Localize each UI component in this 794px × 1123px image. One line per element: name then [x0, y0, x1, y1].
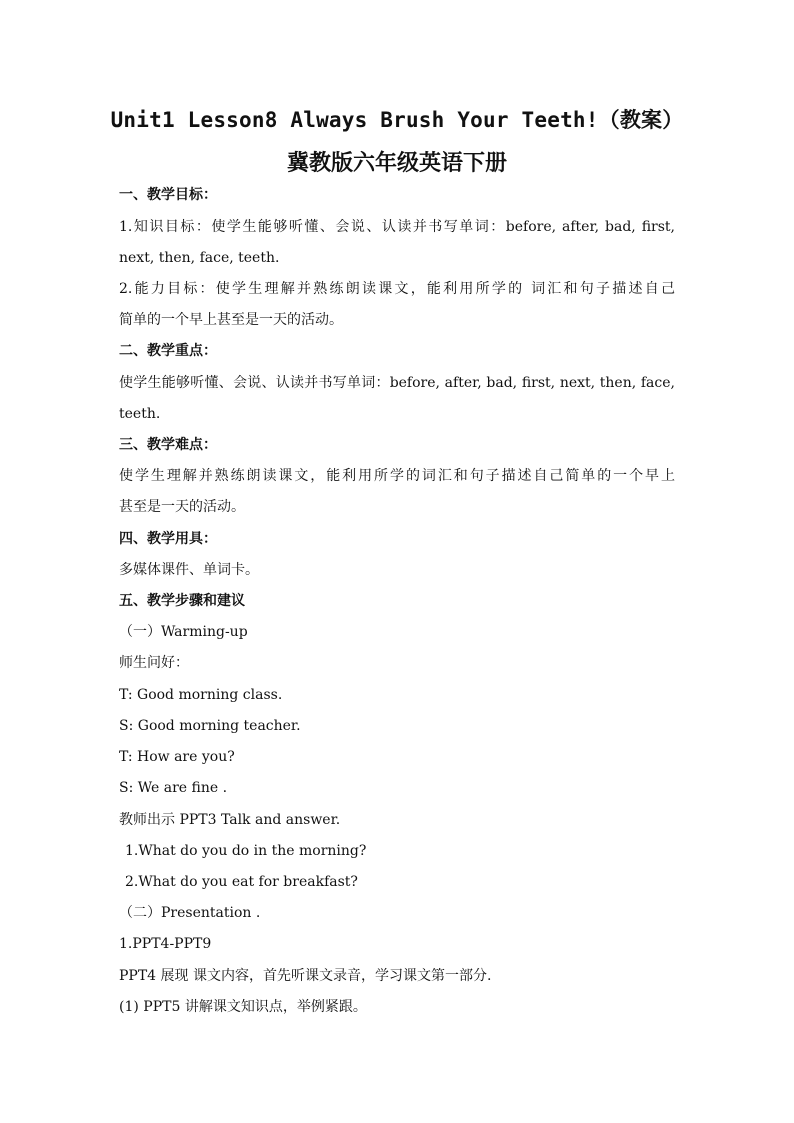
paragraph-line: 师生问好： [119, 655, 189, 671]
section-heading-tools: 四、教学用具： [119, 531, 217, 547]
document-subtitle: 冀教版六年级英语下册 [286, 150, 507, 176]
section-heading-key-points: 二、教学重点： [119, 343, 217, 359]
document-title: Unit1 Lesson8 Always Brush Your Teeth!（教案） [110, 108, 684, 132]
section-heading-steps: 五、教学步骤和建议 [119, 593, 245, 609]
section-heading-difficulties: 三、教学难点： [119, 437, 217, 453]
paragraph-line: 2.能力目标：使学生理解并熟练朗读课文，能利用所学的 词汇和句子描述自己 [119, 281, 675, 297]
paragraph-line: 使学生理解并熟练朗读课文，能利用所学的词汇和句子描述自己简单的一个早上 [119, 468, 675, 484]
paragraph-line: PPT4 展现 课文内容，首先听课文录音，学习课文第一部分. [119, 968, 492, 984]
dialogue-line: T: How are you? [119, 749, 235, 765]
dialogue-line: S: Good morning teacher. [119, 718, 301, 734]
question-line: 1.What do you do in the morning? [125, 843, 367, 859]
paragraph-line: 甚至是一天的活动。 [119, 499, 245, 515]
subsection-heading: （一）Warming-up [119, 624, 248, 640]
dialogue-line: S: We are fine . [119, 780, 228, 796]
subsection-heading: （二）Presentation . [119, 905, 261, 921]
paragraph-line: 1.PPT4-PPT9 [119, 936, 212, 952]
paragraph-line: 多媒体课件、单词卡。 [119, 562, 259, 578]
paragraph-line: 使学生能够听懂、会说、认读并书写单词：before, after, bad, first, next, then, face, [119, 375, 675, 391]
question-line: 2.What do you eat for breakfast? [125, 874, 358, 890]
section-heading-objectives: 一、教学目标： [119, 187, 217, 203]
paragraph-line: next, then, face, teeth. [119, 250, 280, 266]
dialogue-line: T: Good morning class. [119, 687, 283, 703]
paragraph-line: 简单的一个早上甚至是一天的活动。 [119, 312, 343, 328]
paragraph-line: (1) PPT5 讲解课文知识点，举例紧跟。 [119, 999, 367, 1015]
paragraph-line: 1.知识目标：使学生能够听懂、会说、认读并书写单词：before, after, bad, first, [119, 219, 675, 235]
paragraph-line: 教师出示 PPT3 Talk and answer. [119, 812, 341, 828]
paragraph-line: teeth. [119, 406, 161, 422]
